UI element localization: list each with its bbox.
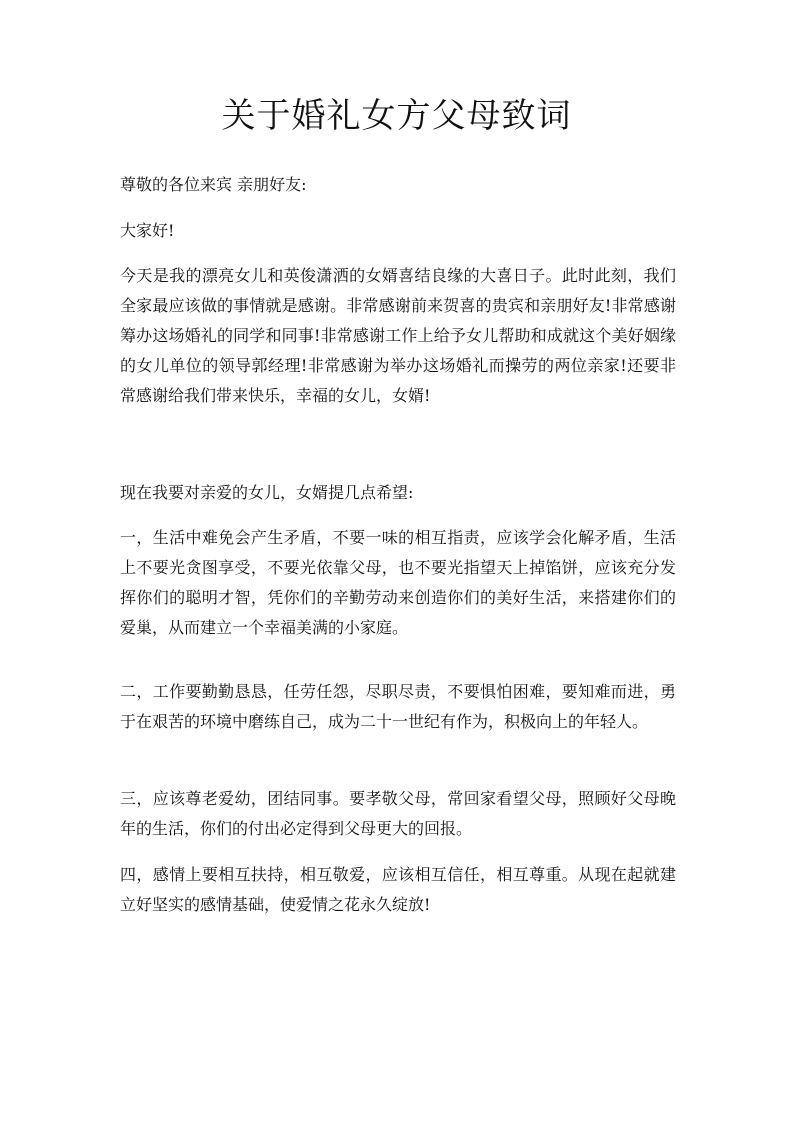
paragraph-hope-two: 二，工作要勤勤恳恳，任劳任怨，尽职尽责，不要惧怕困难，要知难而进，勇于在艰苦的环境中磨练自己，成为二十一世纪有作为，积极向上的年轻人。	[120, 682, 676, 731]
paragraph-thanks: 今天是我的漂亮女儿和英俊潇洒的女婿喜结良缘的大喜日子。此时此刻，我们全家最应该做的事情就是感谢。非常感谢前来贺喜的贵宾和亲朋好友!非常感谢筹办这场婚礼的同学和同事!非常感谢工作上给予女儿帮助和成就这个美好姻缘的女儿单位的领导郭经理!非常感谢为举办这场婚礼而操劳的两位亲家!还要非常感谢给我们带来快乐，幸福的女儿，女婿!	[120, 266, 676, 405]
paragraph-hope-one: 一，生活中难免会产生矛盾，不要一味的相互指责，应该学会化解矛盾，生活上不要光贪图享受，不要光依靠父母，也不要光指望天上掉馅饼，应该充分发挥你们的聪明才智，凭你们的辛勤劳动来创造你们的美好生活，来搭建你们的爱巢，从而建立一个幸福美满的小家庭。	[120, 528, 676, 637]
greeting: 大家好!	[120, 221, 175, 240]
paragraph-hopes-intro: 现在我要对亲爱的女儿，女婿提几点希望:	[120, 483, 414, 502]
paragraph-hope-four: 四，感情上要相互扶持，相互敬爱，应该相互信任，相互尊重。从现在起就建立好坚实的感情基础，使爱情之花永久绽放!	[120, 865, 676, 914]
document-title: 关于婚礼女方父母致词	[221, 96, 572, 136]
salutation: 尊敬的各位来宾 亲朋好友:	[120, 175, 307, 194]
paragraph-hope-three: 三，应该尊老爱幼，团结同事。要孝敬父母，常回家看望父母，照顾好父母晚年的生活，你们的付出必定得到父母更大的回报。	[120, 789, 676, 838]
